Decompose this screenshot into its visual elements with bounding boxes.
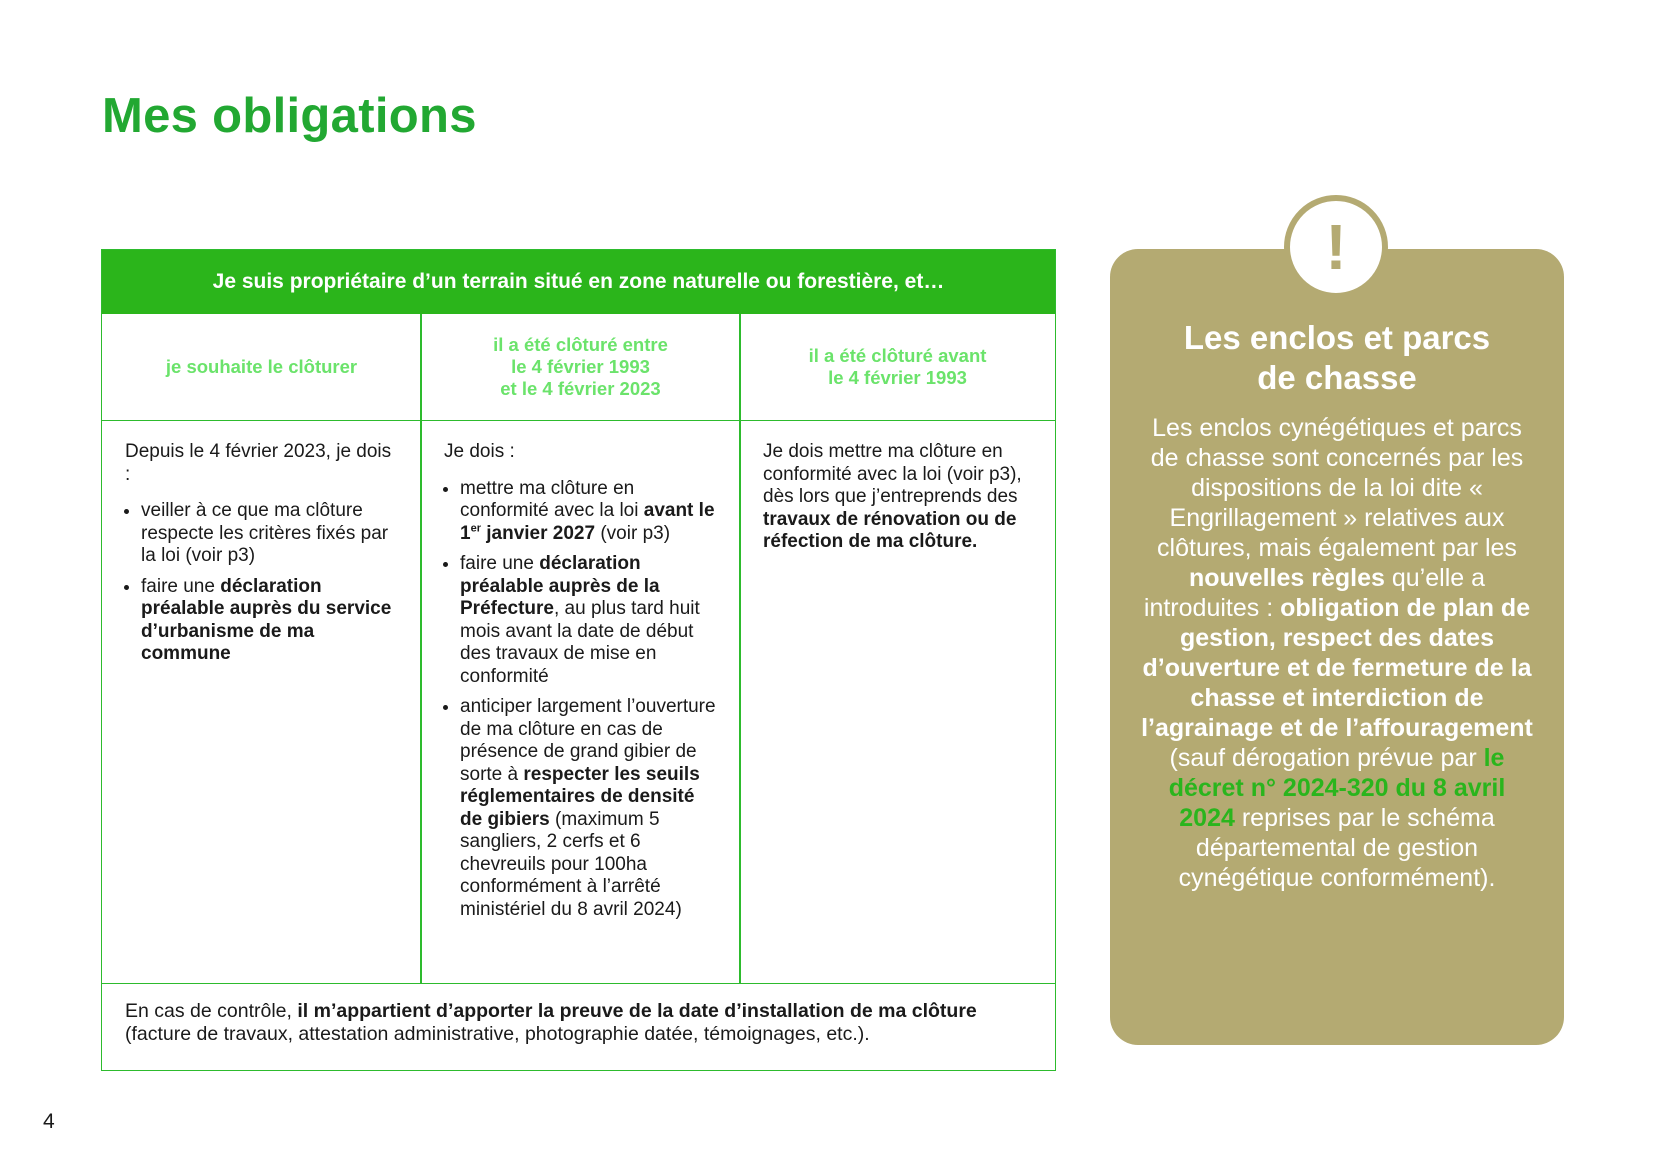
decree-reference: le décret n° 2024-320 du 8 avril 2024 xyxy=(1168,744,1506,832)
table-header: Je suis propriétaire d’un terrain situé en zone naturelle ou forestière, et… xyxy=(102,250,1055,314)
list-item: • veiller à ce que ma clôture respecte les critères fixés par la loi (voir p3) xyxy=(141,500,399,568)
info-box-text: Les enclos cynégétiques et parcs de chasse sont concernés par les dispositions de la loi dite « Engrillagement » relatives aux clôtures, mais également par les nouvelles règles qu’elle a introduites : obligation de plan de gestion, respect des dates d’ouverture et de fermeture de la chasse et interdiction de l’agrainage et de l’affouragement (sauf dérogation prévue par le décret n° 2024-320 du 8 avril 2024 reprises par le schéma départemental de gestion cynégétique conformément). xyxy=(1141,414,1533,892)
column-header-2: il a été clôturé entre le 4 février 1993 et le 4 février 2023 xyxy=(421,314,740,421)
list-item: • anticiper largement l’ouverture de ma clôture en cas de présence de grand gibier de sorte à respecter les seuils réglementaires de densité de gibiers (maximum 5 sangliers, 2 cerfs et 6 chevreuils pour 100ha conformément à l’arrêté ministériel du 8 avril 2024) xyxy=(460,696,718,921)
column-text: Je dois mettre ma clôture en conformité avec la loi (voir p3), dès lors que j’entreprends des travaux de rénovation ou de réfection de ma clôture. xyxy=(763,441,1022,552)
obligation-list xyxy=(444,478,718,922)
page-number: 4 xyxy=(43,1110,55,1133)
page-title: Mes obligations xyxy=(102,89,477,143)
column-body-1 xyxy=(102,421,421,984)
column-body-2 xyxy=(421,421,740,984)
list-item: • mettre ma clôture en conformité avec la loi avant le 1er janvier 2027 (voir p3) xyxy=(460,478,718,546)
list-item: • faire une déclaration préalable auprès du service d’urbanisme de ma commune xyxy=(141,576,399,666)
column-intro: Je dois : xyxy=(444,441,515,462)
column-intro: Depuis le 4 février 2023, je dois : xyxy=(125,441,392,485)
column-header-3: il a été clôturé avant le 4 février 1993 xyxy=(740,314,1055,421)
obligations-table xyxy=(101,249,1056,1071)
exclamation-icon: ! xyxy=(1284,195,1388,299)
list-item: • faire une déclaration préalable auprès de la Préfecture, au plus tard huit mois avant la date de début des travaux de mise en conformité xyxy=(460,553,718,688)
column-body-3 xyxy=(740,421,1055,984)
obligation-list xyxy=(125,500,399,666)
column-header-1: je souhaite le clôturer xyxy=(102,314,421,421)
table-footer-note: En cas de contrôle, il m’appartient d’apporter la preuve de la date d’installation de ma clôture (facture de travaux, attestation administrative, photographie datée, témoignages, etc.). xyxy=(125,1000,977,1045)
info-box-title: Les enclos et parcs de chasse xyxy=(1183,319,1491,396)
